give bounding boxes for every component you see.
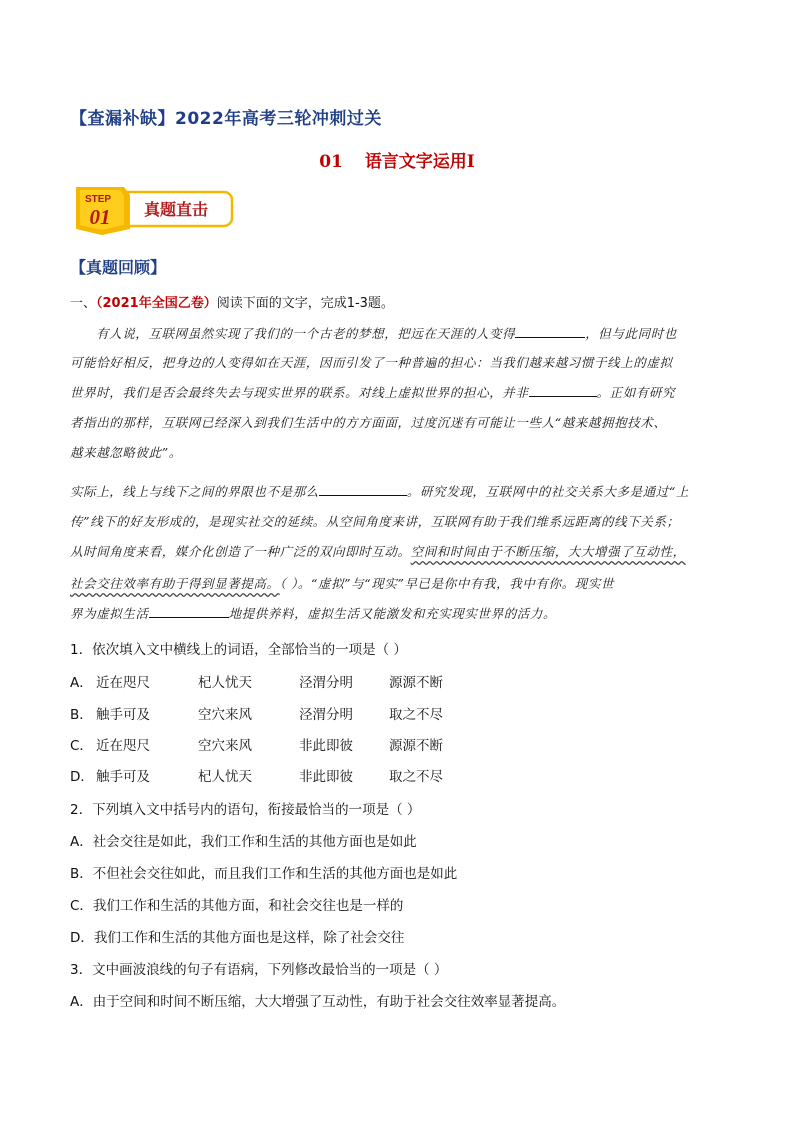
step-badge [74,185,234,235]
wavy-underlined-sentence: 空间和时间由于不断压缩，大大增强了互动性， [410,544,686,559]
passage-text: 。研究发现，互联网中的社交关系大多是通过“上 [406,484,689,499]
option-word: 触手可及 [96,769,150,785]
document-number: 01 [319,152,343,172]
passage-text: 。正如有研究 [596,385,676,400]
question-source: （2021年全国乙卷） [96,296,217,311]
passage-text: 实际上，线上与线下之间的界限也不是那么 [70,484,319,499]
option-word: 取之不尽 [389,707,443,723]
option-word: 近在咫尺 [96,675,150,691]
passage-text: （ ）。“虚拟”与“现实”早已是你中有我，我中有你。现实世 [279,576,615,591]
option-word: 触手可及 [96,707,150,723]
option-word: 杞人忧天 [198,769,252,785]
option-word: 泾渭分明 [299,675,353,691]
q1-option-c[interactable] [70,736,770,756]
option-word: 空穴来风 [198,738,252,754]
wavy-underlined-sentence: 社会交往效率有助于得到显著提高。 [70,576,280,591]
blank-line [529,384,597,397]
option-word: 杞人忧天 [198,675,252,691]
blank-line [319,483,407,496]
question-prefix: 一、 [70,296,97,311]
header-title: 【查漏补缺】2022年高考三轮冲刺过关 [70,109,382,129]
q2-option-c[interactable]: C．我们工作和生活的其他方面，和社会交往也是一样的 [70,898,404,914]
q2-option-b[interactable]: B．不但社会交往如此，而且我们工作和生活的其他方面也是如此 [70,866,458,882]
question-3-stem: 3．文中画波浪线的句子有语病，下列修改最恰当的一项是（ ） [70,962,448,978]
document-title [0,147,794,172]
passage-line [70,383,730,403]
option-word: 源源不断 [389,675,443,691]
step-word: STEP [84,194,112,205]
passage-line [96,324,756,344]
passage-text: 有人说，互联网虽然实现了我们的一个古老的梦想，把远在天涯的人变得 [96,326,516,341]
q3-option-a[interactable]: A．由于空间和时间不断压缩，大大增强了互动性，有助于社会交往效率显著提高。 [70,994,566,1010]
blank-line [149,605,229,618]
passage-text: 从时间角度来看，媒介化创造了一种广泛的双向即时互动。 [70,544,411,559]
q1-option-d[interactable] [70,767,770,787]
question-instruction: 阅读下面的文字，完成1-3题。 [216,296,394,311]
option-word: 非此即彼 [299,738,353,754]
passage-line: 可能恰好相反，把身边的人变得如在天涯，因而引发了一种普遍的担心：当我们越来越习惯于线上的虚拟 [70,355,673,370]
question-intro [70,294,394,314]
document-title-text: 语言文字运用Ⅰ [364,152,475,172]
passage-text: ，但与此同时也 [585,326,677,341]
q1-option-b[interactable] [70,705,770,725]
option-word: 源源不断 [389,738,443,754]
blank-line [515,325,585,338]
passage-line: 者指出的那样，互联网已经深入到我们生活中的方方面面，过度沉迷有可能让一些人“越来越拥抱技术、 [70,415,667,430]
option-letter: B． [70,707,93,723]
q2-option-d[interactable]: D．我们工作和生活的其他方面也是这样，除了社会交往 [70,930,405,946]
option-word: 非此即彼 [299,769,353,785]
step-number: 01 [89,205,111,229]
passage-line [70,574,730,594]
q2-option-a[interactable]: A．社会交往是如此，我们工作和生活的其他方面也是如此 [70,834,417,850]
step-label: 真题直击 [143,200,209,219]
passage-line: 越来越忽略彼此”。 [70,445,182,460]
option-letter: A． [70,675,93,691]
option-letter: D． [70,769,94,785]
step-badge-graphic [74,185,234,235]
passage-line [70,482,730,502]
passage-line: 传”线下的好友形成的，是现实社交的延续。从空间角度来讲，互联网有助于我们维系远距离的线下关系； [70,514,680,529]
passage-line [70,604,730,624]
option-word: 取之不尽 [389,769,443,785]
option-word: 近在咫尺 [96,738,150,754]
passage-text: 界为虚拟生活 [70,606,149,621]
q1-option-a[interactable] [70,673,770,693]
passage-line [70,542,730,562]
question-1-stem: 1．依次填入文中横线上的词语，全部恰当的一项是（ ） [70,642,407,658]
passage-text: 世界时，我们是否会最终失去与现实世界的联系。对线上虚拟世界的担心，并非 [70,385,529,400]
passage-text: 地提供养料，虚拟生活又能激发和充实现实世界的活力。 [228,606,557,621]
question-2-stem: 2．下列填入文中括号内的语句，衔接最恰当的一项是（ ） [70,802,421,818]
option-letter: C． [70,738,93,754]
option-word: 空穴来风 [198,707,252,723]
option-word: 泾渭分明 [299,707,353,723]
section-title: 【真题回顾】 [70,258,167,277]
